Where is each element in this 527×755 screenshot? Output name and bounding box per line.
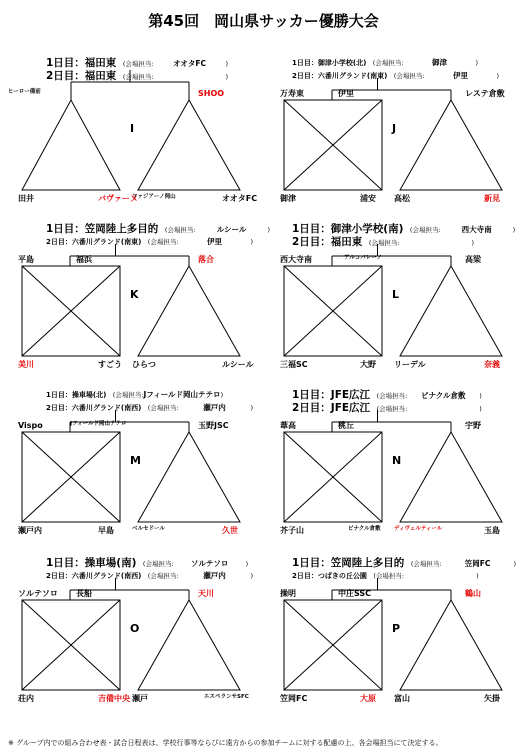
day2-venue-line xyxy=(292,237,474,248)
day1-venue: 1日目：操車場(南) xyxy=(46,557,137,569)
team-bottom-right: 奈義 xyxy=(484,360,500,369)
team-bottom-mid-right: ひらつ xyxy=(132,360,156,369)
team-top-left: 操明 xyxy=(280,589,296,598)
team-top-left: 葦高 xyxy=(280,421,296,430)
day2-staff-name: 瀬戸内 xyxy=(203,571,226,580)
group-label-k: K xyxy=(130,288,139,301)
group-label-n: N xyxy=(392,454,402,467)
team-bottom-left: 御津 xyxy=(280,194,296,203)
venue-staff-label: (会場担当: xyxy=(362,239,400,247)
right-triangle xyxy=(400,266,502,356)
day1-venue-line xyxy=(292,390,482,401)
group-label-o: O xyxy=(130,622,140,635)
day2-venue: 2日目：JFE広江 xyxy=(292,402,371,414)
venue-staff-label: (会場担当: xyxy=(366,572,405,580)
venue-staff-label: (会場担当: xyxy=(141,238,179,246)
team-bottom-mid-right: 高松 xyxy=(394,194,410,203)
team-bottom-right: 新見 xyxy=(484,194,500,203)
day1-venue-line xyxy=(46,224,270,235)
team-top-left: Vispo xyxy=(18,421,43,430)
team-top-left: ヒーロー備前 xyxy=(8,89,41,95)
day2-venue-line xyxy=(46,237,253,247)
day2-venue-line xyxy=(292,71,499,81)
team-top-right: 落合 xyxy=(198,255,214,264)
day1-staff-name: 御津 xyxy=(432,58,448,67)
day1-venue-line xyxy=(292,58,478,68)
day2-venue-line xyxy=(46,571,253,581)
day2-venue: 2日目：つばきの丘公園 xyxy=(292,572,367,580)
team-bottom-left: 荘内 xyxy=(18,694,34,703)
venue-staff-label: (会場担当: xyxy=(158,226,196,234)
venue-staff-label: (会場担当: xyxy=(141,404,179,412)
day1-venue: 1日目：JFE広江 xyxy=(292,389,371,401)
team-bottom-right: 久世 xyxy=(222,526,238,535)
team-top-right: 玉野JSC xyxy=(198,421,229,430)
team-bottom-mid-left: 浦安 xyxy=(360,194,376,203)
day1-venue-line xyxy=(46,390,223,400)
right-triangle xyxy=(400,600,502,690)
close-paren: ) xyxy=(225,60,229,68)
team-bottom-mid-right: ファジアーノ岡山 xyxy=(132,194,176,200)
team-bottom-left: 美川 xyxy=(18,360,34,369)
close-paren: ) xyxy=(250,238,254,246)
team-top-right: SHOO xyxy=(198,89,225,98)
day1-staff-name: 笠岡FC xyxy=(464,559,491,568)
venue-staff-label: (会場担当: xyxy=(387,72,425,80)
day2-venue: 2日目：福田東 xyxy=(46,70,117,82)
right-triangle xyxy=(138,100,240,190)
team-top-right: 天川 xyxy=(198,589,214,598)
day1-staff-name: ルシール xyxy=(216,225,247,234)
day1-staff-name: 西大寺南 xyxy=(461,225,492,234)
team-bottom-left: 瀬戸内 xyxy=(18,526,42,535)
close-paren: ) xyxy=(512,226,516,234)
group-label-m: M xyxy=(130,454,141,467)
day2-venue-line xyxy=(46,71,228,82)
team-bottom-right: ルシール xyxy=(222,360,254,369)
team-top-middle: 福浜 xyxy=(76,255,92,264)
day1-venue: 1日目：御津小学校(北) xyxy=(292,59,367,67)
team-bottom-left: 芥子山 xyxy=(280,526,304,535)
team-top-right: 鶴山 xyxy=(465,589,481,598)
venue-staff-label: (会場担当: xyxy=(370,405,408,413)
close-paren: ) xyxy=(471,239,475,247)
close-paren: ) xyxy=(267,226,271,234)
day1-venue-line xyxy=(292,224,515,235)
team-top-left: 万寿東 xyxy=(280,89,304,98)
team-top-left: 西大寺南 xyxy=(280,255,312,264)
day1-staff-name: ソルテソロ xyxy=(190,559,229,568)
team-bottom-mid-left: 大野 xyxy=(360,360,376,369)
venue-staff-label: (会場担当: xyxy=(366,59,404,67)
right-triangle xyxy=(138,600,240,690)
venue-staff-label: (会場担当: xyxy=(404,560,442,568)
team-top-middle: Jフィールド岡山テテロ xyxy=(70,421,127,427)
team-bottom-right: エスペランサSFC xyxy=(204,694,249,700)
close-paren: ) xyxy=(220,391,224,399)
team-bottom-right: 矢掛 xyxy=(484,694,500,703)
team-top-right: 高梁 xyxy=(465,255,481,264)
right-triangle xyxy=(138,266,240,356)
team-bottom-mid-right: リーデル xyxy=(394,360,426,369)
day1-venue-line xyxy=(46,58,228,69)
right-triangle xyxy=(400,100,502,190)
team-bottom-mid-left: ピナクル倉敷 xyxy=(348,526,381,532)
day2-staff-name: 伊里 xyxy=(207,237,223,246)
day2-venue-line xyxy=(292,571,479,581)
day1-staff-name: ピナクル倉敷 xyxy=(421,391,466,400)
day1-venue-line xyxy=(292,558,516,569)
close-paren: ) xyxy=(250,572,254,580)
day1-venue: 1日目：福田東 xyxy=(46,57,117,69)
group-label-j: J xyxy=(392,122,397,135)
team-bottom-mid-left: 吉備中央 xyxy=(98,694,130,703)
team-top-middle: 長船 xyxy=(76,589,92,598)
team-top-middle: 伊里 xyxy=(338,89,354,98)
left-triangle xyxy=(22,100,120,190)
team-bottom-left: 三福SC xyxy=(280,360,308,369)
team-top-right: 宇野 xyxy=(465,421,481,430)
day1-venue: 1日目：笠岡陸上多目的 xyxy=(46,223,159,235)
day2-staff-name: 瀬戸内 xyxy=(203,403,226,412)
team-bottom-left: 田井 xyxy=(18,194,34,203)
close-paren: ) xyxy=(225,73,229,81)
day1-venue: 1日目：御津小学校(南) xyxy=(292,223,404,235)
day2-venue: 2日目：六番川グランド(南東) xyxy=(46,238,142,246)
team-bottom-mid-left: 早島 xyxy=(98,526,114,535)
page-title: 第45回 岡山県サッカー優勝大会 xyxy=(148,12,379,30)
close-paren: ) xyxy=(479,392,482,400)
day1-venue-line xyxy=(46,558,248,569)
close-paren: ) xyxy=(475,59,479,67)
team-bottom-right: 玉島 xyxy=(484,526,500,535)
day1-staff-name: オオタFC xyxy=(173,59,206,68)
team-top-right: レステ倉敷 xyxy=(465,89,505,98)
venue-staff-label: (会場担当: xyxy=(116,60,154,68)
close-paren: ) xyxy=(479,405,482,413)
team-top-middle: 中庄SSC xyxy=(338,589,372,598)
team-bottom-mid-right: 富山 xyxy=(394,694,410,703)
close-paren: ) xyxy=(513,560,517,568)
venue-staff-label: (会場担当: xyxy=(403,226,441,234)
venue-staff-label: (会場担当: xyxy=(106,391,144,399)
team-top-middle: アルコバレーノ xyxy=(344,255,383,261)
close-paren: ) xyxy=(250,404,254,412)
close-paren: ) xyxy=(496,72,500,80)
team-bottom-right: オオタFC xyxy=(222,194,258,203)
day1-venue: 1日目：操車場(北) xyxy=(46,391,107,399)
team-bottom-mid-left: バヴァーヌ xyxy=(98,194,138,203)
day1-venue: 1日目：笠岡陸上多目的 xyxy=(292,557,405,569)
venue-staff-label: (会場担当: xyxy=(116,73,154,81)
team-top-left: ソルテソロ xyxy=(18,589,58,598)
day2-venue: 2日目：六番川グランド(南西) xyxy=(46,404,142,412)
close-paren: ) xyxy=(476,572,479,580)
day2-venue-line xyxy=(292,403,482,414)
team-top-left: 平島 xyxy=(18,255,34,264)
team-bottom-mid-right: ディヴェルティール xyxy=(394,526,443,532)
team-bottom-mid-right: ベルセドール xyxy=(132,526,165,532)
day2-venue: 2日目：六番川グランド(南東) xyxy=(292,72,388,80)
day2-staff-name: 伊里 xyxy=(453,71,469,80)
day2-venue: 2日目：福田東 xyxy=(292,236,363,248)
day2-venue-line xyxy=(46,403,253,413)
venue-staff-label: (会場担当: xyxy=(141,572,179,580)
venue-staff-label: (会場担当: xyxy=(136,560,174,568)
venue-staff-label: (会場担当: xyxy=(370,392,408,400)
close-paren: ) xyxy=(245,560,249,568)
day2-venue: 2日目：六番川グランド(南西) xyxy=(46,572,142,580)
team-bottom-mid-left: すごう xyxy=(98,360,122,369)
team-bottom-mid-left: 大原 xyxy=(360,694,376,703)
right-triangle xyxy=(400,432,502,522)
team-bottom-left: 笠岡FC xyxy=(280,694,308,703)
right-triangle xyxy=(138,432,240,522)
day1-staff-name: Jフィールド岡山テテロ xyxy=(143,390,221,399)
team-top-middle: 桃丘 xyxy=(338,421,354,430)
group-label-l: L xyxy=(392,288,400,301)
group-label-p: P xyxy=(392,622,401,635)
footer-note: ※ グループ内での組み合わせ表・試合日程表は、学校行事等ならびに遠方からの参加チームに対する配慮の上、各会場担当にて決定する。 xyxy=(8,739,443,747)
team-bottom-mid-right: 瀬戸 xyxy=(132,694,148,703)
group-label-i: I xyxy=(130,122,135,135)
